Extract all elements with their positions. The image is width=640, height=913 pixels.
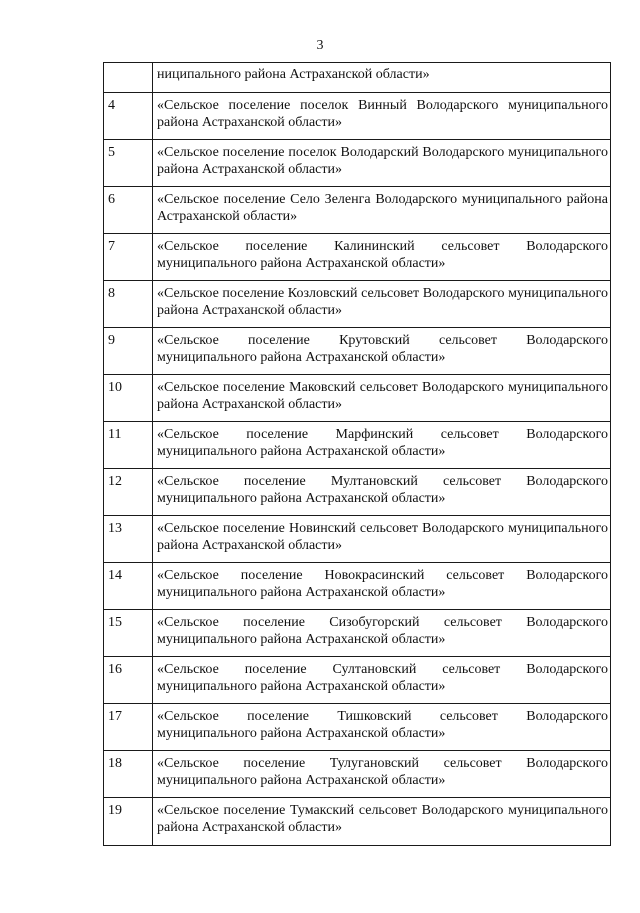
- row-number: 15: [104, 610, 153, 657]
- table-row: [104, 140, 611, 187]
- row-number: 4: [104, 93, 153, 140]
- settlement-name: «Сельское поселение поселок Володарский Володарского муниципального района Астраханской области»: [153, 140, 611, 187]
- settlement-name: «Сельское поселение Новинский сельсовет Володарского муниципального района Астраханской области»: [153, 516, 611, 563]
- row-number: 19: [104, 798, 153, 846]
- table-row: [104, 281, 611, 328]
- row-number: 17: [104, 704, 153, 751]
- settlement-name: «Сельское поселение Сизобугорский сельсовет Володарского муниципального района Астраханской области»: [153, 610, 611, 657]
- table-row: [104, 798, 611, 846]
- table-row: [104, 516, 611, 563]
- table-row: [104, 469, 611, 516]
- table-row: [104, 704, 611, 751]
- table-row: [104, 751, 611, 798]
- table-row: [104, 375, 611, 422]
- table-row: [104, 63, 611, 93]
- settlement-name: «Сельское поселение Маковский сельсовет Володарского муниципального района Астраханской области»: [153, 375, 611, 422]
- settlement-name: «Сельское поселение Село Зеленга Володарского муниципального района Астраханской области»: [153, 187, 611, 234]
- row-number: [104, 63, 153, 93]
- row-number: 6: [104, 187, 153, 234]
- row-number: 9: [104, 328, 153, 375]
- settlement-name: «Сельское поселение Тулугановский сельсовет Володарского муниципального района Астраханской области»: [153, 751, 611, 798]
- table-row: [104, 657, 611, 704]
- settlement-name: «Сельское поселение Козловский сельсовет Володарского муниципального района Астраханской области»: [153, 281, 611, 328]
- settlement-name: «Сельское поселение Крутовский сельсовет Володарского муниципального района Астраханской области»: [153, 328, 611, 375]
- table-row: [104, 93, 611, 140]
- page-number: 3: [316, 38, 324, 53]
- settlement-name: «Сельское поселение Тумакский сельсовет Володарского муниципального района Астраханской области»: [153, 798, 611, 846]
- settlement-name: ниципального района Астраханской области»: [153, 63, 611, 93]
- row-number: 11: [104, 422, 153, 469]
- settlement-name: «Сельское поселение Калининский сельсовет Володарского муниципального района Астраханской области»: [153, 234, 611, 281]
- row-number: 13: [104, 516, 153, 563]
- row-number: 8: [104, 281, 153, 328]
- settlement-name: «Сельское поселение Султановский сельсовет Володарского муниципального района Астраханской области»: [153, 657, 611, 704]
- row-number: 10: [104, 375, 153, 422]
- row-number: 18: [104, 751, 153, 798]
- settlement-name: «Сельское поселение Тишковский сельсовет Володарского муниципального района Астраханской области»: [153, 704, 611, 751]
- table-row: [104, 422, 611, 469]
- table-row: [104, 328, 611, 375]
- table-row: [104, 563, 611, 610]
- settlement-name: «Сельское поселение Мултановский сельсовет Володарского муниципального района Астраханской области»: [153, 469, 611, 516]
- row-number: 5: [104, 140, 153, 187]
- row-number: 16: [104, 657, 153, 704]
- settlement-name: «Сельское поселение Марфинский сельсовет Володарского муниципального района Астраханской области»: [153, 422, 611, 469]
- table-row: [104, 610, 611, 657]
- settlements-table: [103, 62, 611, 846]
- table-row: [104, 187, 611, 234]
- table-row: [104, 234, 611, 281]
- row-number: 12: [104, 469, 153, 516]
- settlement-name: «Сельское поселение Новокрасинский сельсовет Володарского муниципального района Астраханской области»: [153, 563, 611, 610]
- row-number: 7: [104, 234, 153, 281]
- settlement-name: «Сельское поселение поселок Винный Володарского муниципального района Астраханской области»: [153, 93, 611, 140]
- row-number: 14: [104, 563, 153, 610]
